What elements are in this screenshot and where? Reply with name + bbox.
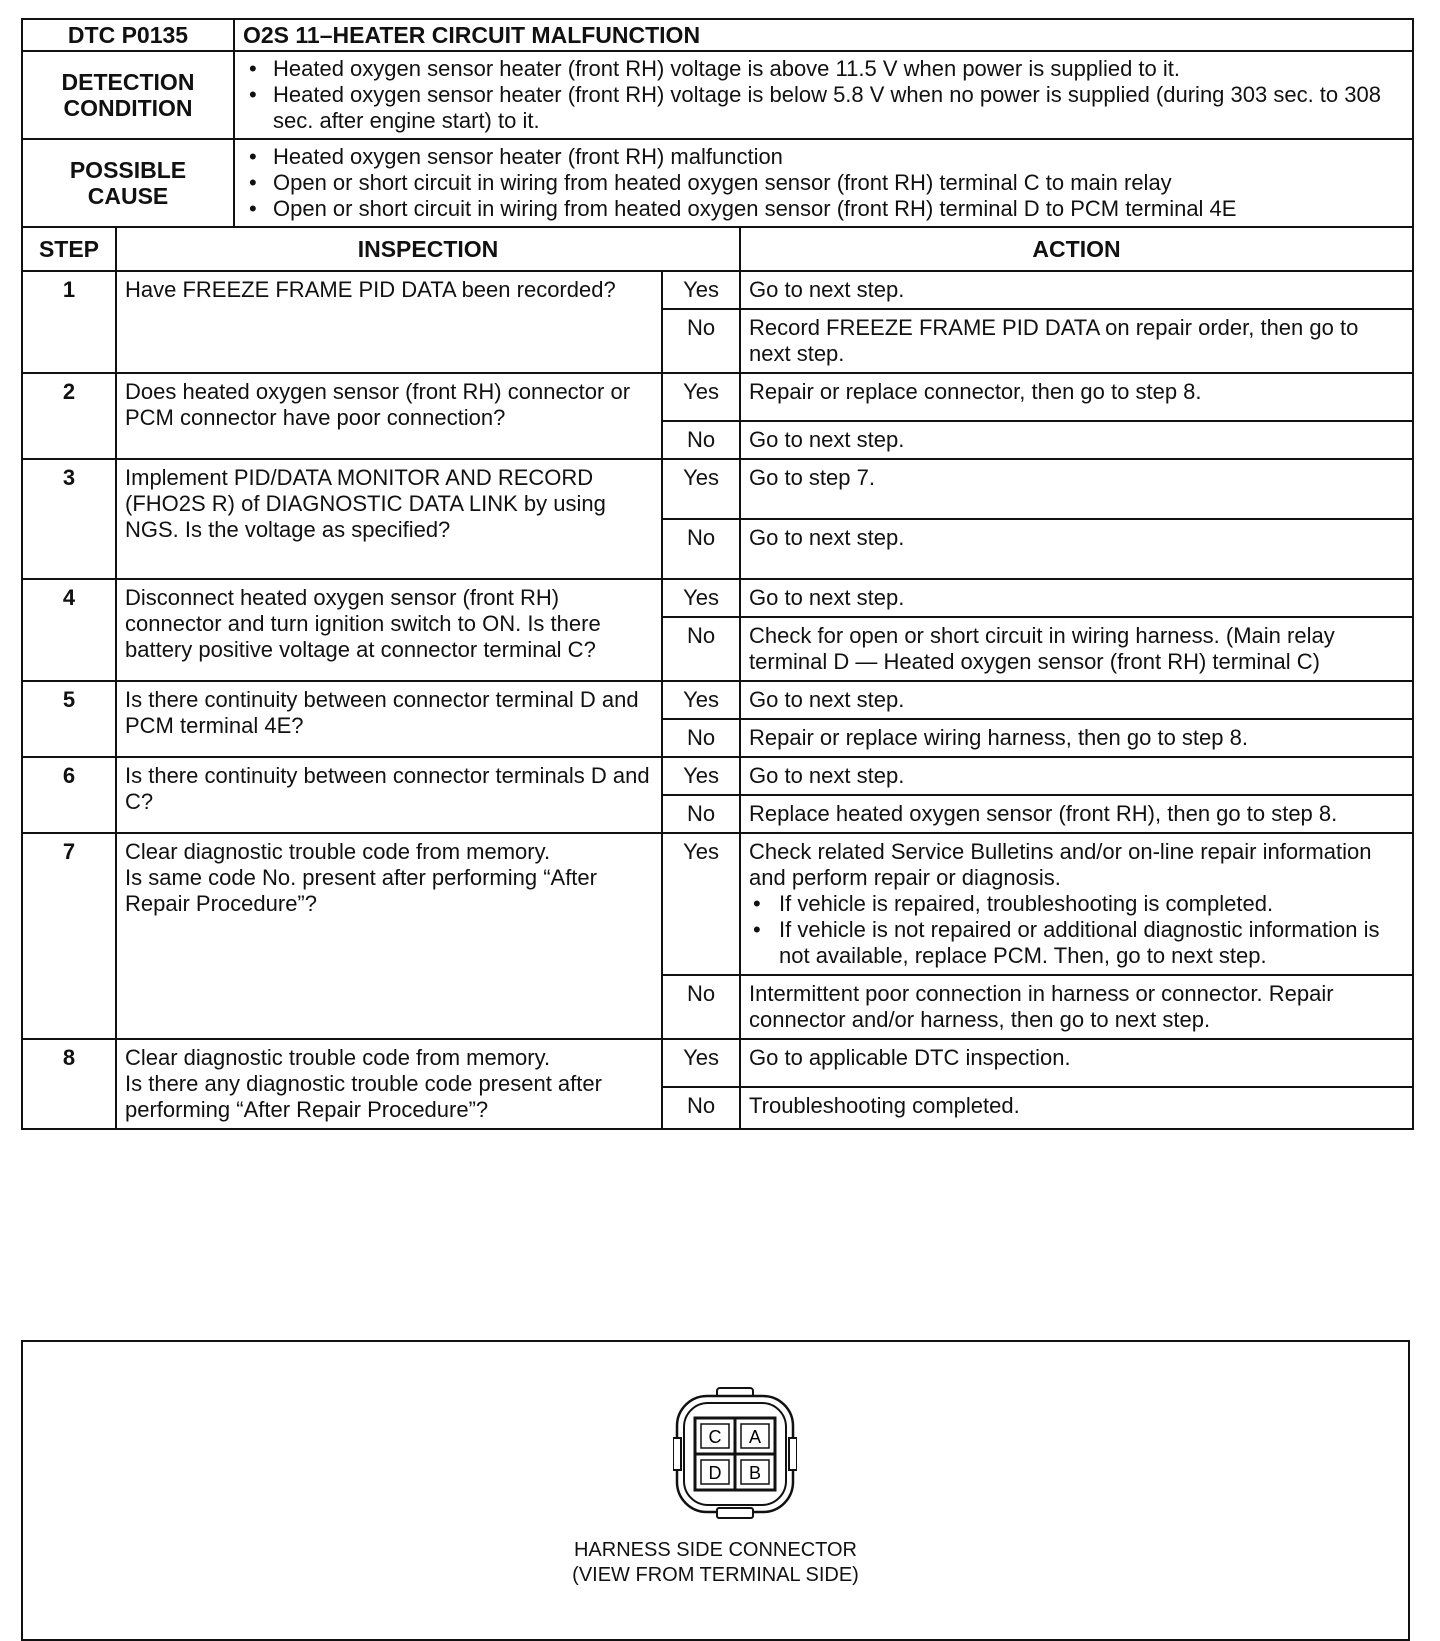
connector-caption — [23, 1538, 1408, 1588]
step-inspection: Does heated oxygen sensor (front RH) connector or PCM connector have poor connection? — [116, 373, 662, 459]
yes-action: Repair or replace connector, then go to step 8. — [740, 373, 1413, 421]
no-action: Go to next step. — [740, 421, 1413, 459]
step-number: 8 — [22, 1039, 116, 1129]
step-number: 1 — [22, 271, 116, 373]
possible-cause-row — [22, 139, 1413, 227]
step-row — [22, 681, 1413, 719]
yes-action: Go to step 7. — [740, 459, 1413, 519]
step-inspection: Disconnect heated oxygen sensor (front RH) connector and turn ignition switch to ON. Is there battery positive voltage at connector terminal C? — [116, 579, 662, 681]
no-label: No — [662, 617, 740, 681]
no-label: No — [662, 795, 740, 833]
possible-cause-cell — [234, 139, 1413, 227]
step-column-header: STEP — [22, 227, 116, 271]
detection-condition-cell — [234, 51, 1413, 139]
step-inspection — [116, 1039, 662, 1129]
step-number: 4 — [22, 579, 116, 681]
detection-item: • Heated oxygen sensor heater (front RH) voltage is below 5.8 V when no power is supplied (during 303 sec. to 308 sec. after engine start) to it. — [273, 82, 1404, 134]
step-inspection: Have FREEZE FRAME PID DATA been recorded? — [116, 271, 662, 373]
yes-label: Yes — [662, 459, 740, 519]
yes-label: Yes — [662, 757, 740, 795]
terminal-label-d: D — [708, 1463, 722, 1483]
cause-item: • Heated oxygen sensor heater (front RH) malfunction — [273, 144, 1404, 170]
step-number: 2 — [22, 373, 116, 459]
step-inspection-line: Is there any diagnostic trouble code present after performing “After Repair Procedure”? — [125, 1071, 602, 1122]
detection-condition-label: DETECTION CONDITION — [22, 51, 234, 139]
yes-action: Go to next step. — [740, 681, 1413, 719]
step-inspection: Is there continuity between connector terminals D and C? — [116, 757, 662, 833]
cause-item: • Open or short circuit in wiring from heated oxygen sensor (front RH) terminal D to PCM terminal 4E — [273, 196, 1404, 222]
step-inspection-line: Is same code No. present after performing “After Repair Procedure”? — [125, 865, 597, 916]
step-inspection-line: Clear diagnostic trouble code from memory. — [125, 839, 551, 864]
terminal-label-b: B — [748, 1463, 762, 1483]
step-inspection — [116, 833, 662, 1039]
no-action: Record FREEZE FRAME PID DATA on repair order, then go to next step. — [740, 309, 1413, 373]
step-number: 3 — [22, 459, 116, 579]
step-row — [22, 1039, 1413, 1087]
no-action: Repair or replace wiring harness, then go to step 8. — [740, 719, 1413, 757]
action-bullet: • If vehicle is not repaired or additional diagnostic information is not available, replace PCM. Then, go to next step. — [779, 917, 1404, 969]
terminal-label-a: A — [748, 1427, 762, 1447]
yes-action-text: Check related Service Bulletins and/or on-line repair information and perform repair or diagnosis. — [749, 839, 1372, 890]
step-inspection: Is there continuity between connector terminal D and PCM terminal 4E? — [116, 681, 662, 757]
dtc-title-row — [22, 19, 1413, 51]
step-row — [22, 373, 1413, 421]
no-action: Troubleshooting completed. — [740, 1087, 1413, 1129]
no-label: No — [662, 975, 740, 1039]
dtc-header-table — [21, 18, 1414, 228]
step-number: 7 — [22, 833, 116, 1039]
yes-label: Yes — [662, 833, 740, 975]
connector-caption-line2: (VIEW FROM TERMINAL SIDE) — [572, 1564, 859, 1586]
terminal-label-c: C — [708, 1427, 722, 1447]
no-label: No — [662, 309, 740, 373]
steps-table — [21, 226, 1414, 1130]
step-row — [22, 579, 1413, 617]
connector-diagram-box — [21, 1340, 1410, 1641]
no-label: No — [662, 421, 740, 459]
step-inspection: Implement PID/DATA MONITOR AND RECORD (FHO2S R) of DIAGNOSTIC DATA LINK by using NGS. Is the voltage as specified? — [116, 459, 662, 579]
dtc-code: DTC P0135 — [22, 19, 234, 51]
step-row — [22, 459, 1413, 519]
harness-connector-diagram — [673, 1384, 797, 1524]
yes-action — [740, 833, 1413, 975]
cause-item: • Open or short circuit in wiring from heated oxygen sensor (front RH) terminal C to main relay — [273, 170, 1404, 196]
step-row — [22, 833, 1413, 975]
step-row — [22, 757, 1413, 795]
yes-label: Yes — [662, 681, 740, 719]
yes-label: Yes — [662, 1039, 740, 1087]
no-action: Go to next step. — [740, 519, 1413, 579]
yes-action: Go to applicable DTC inspection. — [740, 1039, 1413, 1087]
yes-action: Go to next step. — [740, 579, 1413, 617]
action-bullet: • If vehicle is repaired, troubleshooting is completed. — [779, 891, 1404, 917]
connector-side-key — [789, 1438, 797, 1470]
no-label: No — [662, 519, 740, 579]
dtc-sheet — [21, 18, 1414, 1130]
no-label: No — [662, 719, 740, 757]
no-action: Intermittent poor connection in harness or connector. Repair connector and/or harness, then go to next step. — [740, 975, 1413, 1039]
no-label: No — [662, 1087, 740, 1129]
step-number: 5 — [22, 681, 116, 757]
connector-caption-line1: HARNESS SIDE CONNECTOR — [573, 1539, 857, 1561]
step-inspection-line: Clear diagnostic trouble code from memory. — [125, 1045, 551, 1070]
yes-action-bullets — [749, 891, 1404, 969]
connector-bottom-tab — [717, 1508, 753, 1518]
detection-item: • Heated oxygen sensor heater (front RH) voltage is above 11.5 V when power is supplied to it. — [273, 56, 1404, 82]
connector-side-key — [673, 1438, 681, 1470]
dtc-title: O2S 11–HEATER CIRCUIT MALFUNCTION — [234, 19, 1413, 51]
no-action: Check for open or short circuit in wiring harness. (Main relay terminal D — Heated oxygen sensor (front RH) terminal C) — [740, 617, 1413, 681]
action-column-header: ACTION — [740, 227, 1413, 271]
inspection-column-header: INSPECTION — [116, 227, 740, 271]
possible-cause-label: POSSIBLE CAUSE — [22, 139, 234, 227]
no-action: Replace heated oxygen sensor (front RH), then go to step 8. — [740, 795, 1413, 833]
yes-action: Go to next step. — [740, 271, 1413, 309]
steps-header-row — [22, 227, 1413, 271]
step-row — [22, 271, 1413, 309]
yes-label: Yes — [662, 579, 740, 617]
step-number: 6 — [22, 757, 116, 833]
yes-label: Yes — [662, 271, 740, 309]
yes-label: Yes — [662, 373, 740, 421]
detection-condition-row — [22, 51, 1413, 139]
yes-action: Go to next step. — [740, 757, 1413, 795]
